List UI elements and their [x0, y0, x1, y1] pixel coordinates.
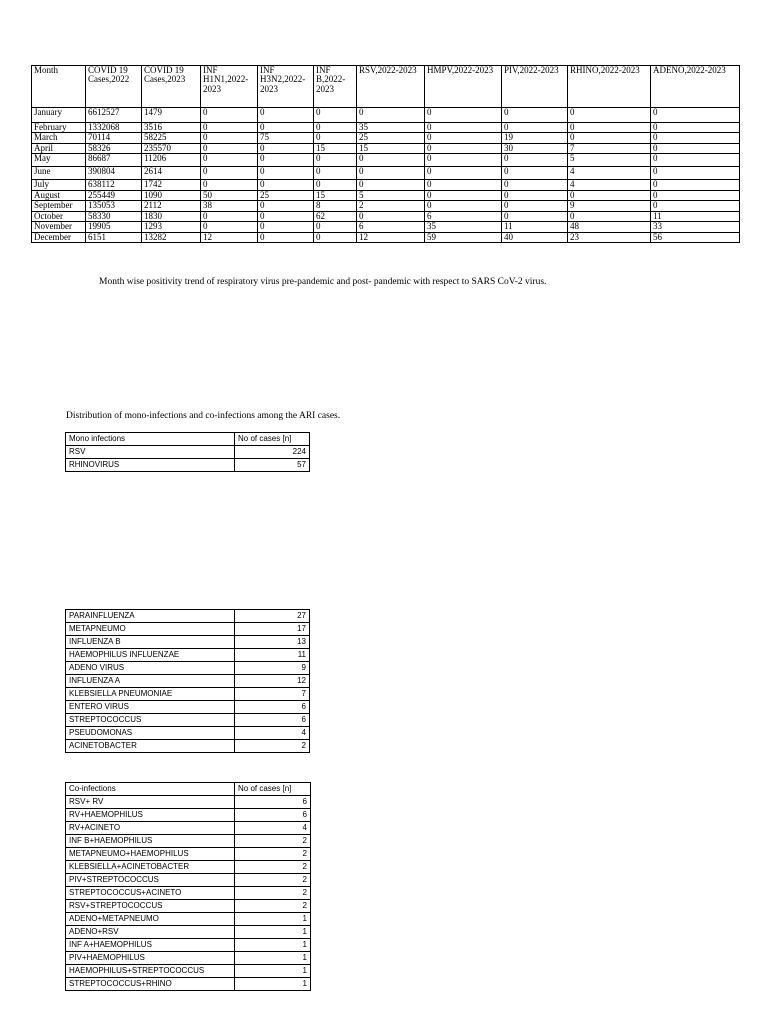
count-cell: 6 — [235, 809, 311, 822]
table-row — [32, 180, 740, 190]
value-cell: 0 — [201, 123, 258, 133]
value-cell: 11 — [502, 222, 568, 232]
table-row — [66, 978, 311, 991]
value-cell: 0 — [568, 190, 651, 200]
count-cell: 1 — [235, 913, 311, 926]
count-cell: 17 — [235, 623, 310, 636]
value-cell: 2614 — [142, 167, 201, 180]
column-header: RHINO,2022-2023 — [568, 66, 651, 108]
value-cell: 48 — [568, 222, 651, 232]
value-cell: 58326 — [86, 143, 142, 153]
count-cell: 9 — [235, 662, 310, 675]
distribution-caption: Distribution of mono-infections and co-infections among the ARI cases. — [66, 411, 341, 421]
value-cell: 1479 — [142, 108, 201, 123]
table-row — [66, 835, 311, 848]
value-cell: 40 — [502, 232, 568, 242]
table-row — [66, 662, 310, 675]
name-cell: STREPTOCOCCUS+RHINO — [66, 978, 235, 991]
table-row — [66, 952, 311, 965]
month-cell: June — [32, 167, 86, 180]
table-row — [66, 727, 310, 740]
value-cell: 56 — [651, 232, 740, 242]
table-row — [32, 232, 740, 242]
count-cell: 4 — [235, 822, 311, 835]
count-cell: 1 — [235, 978, 311, 991]
value-cell: 0 — [425, 108, 502, 123]
value-cell: 0 — [425, 180, 502, 190]
value-cell: 0 — [258, 180, 314, 190]
value-cell: 50 — [201, 190, 258, 200]
table-row — [66, 446, 310, 459]
value-cell: 0 — [651, 201, 740, 211]
table-row — [32, 108, 740, 123]
monthly-header-row — [32, 66, 740, 108]
count-cell: 4 — [235, 727, 310, 740]
count-cell: 224 — [235, 446, 310, 459]
header-row — [66, 433, 310, 446]
month-cell: February — [32, 123, 86, 133]
value-cell: 0 — [568, 108, 651, 123]
value-cell: 0 — [357, 154, 425, 167]
name-cell: INF B+HAEMOPHILUS — [66, 835, 235, 848]
column-header: ADENO,2022-2023 — [651, 66, 740, 108]
value-cell: 86687 — [86, 154, 142, 167]
coinfection-table-body — [66, 783, 311, 991]
value-cell: 638112 — [86, 180, 142, 190]
count-cell: 2 — [235, 900, 311, 913]
value-cell: 0 — [258, 123, 314, 133]
table-row — [66, 965, 311, 978]
value-cell: 6 — [425, 211, 502, 221]
name-cell: PIV+HAEMOPHILUS — [66, 952, 235, 965]
name-cell: RHINOVIRUS — [66, 459, 235, 472]
value-cell: 0 — [651, 143, 740, 153]
table-row — [66, 900, 311, 913]
value-cell: 58330 — [86, 211, 142, 221]
count-cell: 1 — [235, 952, 311, 965]
name-cell: HAEMOPHILUS INFLUENZAE — [66, 649, 235, 662]
count-cell: 2 — [235, 848, 311, 861]
count-cell: 12 — [235, 675, 310, 688]
value-cell: 6612527 — [86, 108, 142, 123]
value-cell: 8 — [314, 201, 357, 211]
value-cell: 0 — [357, 180, 425, 190]
value-cell: 4 — [568, 180, 651, 190]
value-cell: 2112 — [142, 201, 201, 211]
value-cell: 4 — [568, 167, 651, 180]
value-cell: 3516 — [142, 123, 201, 133]
value-cell: 0 — [502, 201, 568, 211]
count-cell: 6 — [235, 796, 311, 809]
column-header: Mono infections — [66, 433, 235, 446]
name-cell: PSEUDOMONAS — [66, 727, 235, 740]
count-cell: 1 — [235, 939, 311, 952]
value-cell: 1332068 — [86, 123, 142, 133]
value-cell: 25 — [258, 190, 314, 200]
value-cell: 0 — [258, 222, 314, 232]
value-cell: 0 — [201, 143, 258, 153]
value-cell: 0 — [502, 154, 568, 167]
value-cell: 0 — [425, 133, 502, 143]
value-cell: 11 — [651, 211, 740, 221]
count-cell: 1 — [235, 965, 311, 978]
value-cell: 0 — [201, 211, 258, 221]
table-row — [66, 887, 311, 900]
table-row — [32, 167, 740, 180]
value-cell: 0 — [314, 167, 357, 180]
mono-infections-table — [65, 432, 310, 472]
table-row — [66, 848, 311, 861]
value-cell: 0 — [357, 211, 425, 221]
value-cell: 135053 — [86, 201, 142, 211]
value-cell: 2 — [357, 201, 425, 211]
name-cell: METAPNEUMO+HAEMOPHILUS — [66, 848, 235, 861]
value-cell: 0 — [201, 222, 258, 232]
value-cell: 1830 — [142, 211, 201, 221]
column-header: No of cases [n] — [235, 783, 311, 796]
value-cell: 38 — [201, 201, 258, 211]
value-cell: 0 — [502, 190, 568, 200]
name-cell: INFLUENZA A — [66, 675, 235, 688]
name-cell: ADENO+RSV — [66, 926, 235, 939]
value-cell: 0 — [357, 108, 425, 123]
value-cell: 9 — [568, 201, 651, 211]
monthly-table-body — [32, 66, 740, 243]
column-header: No of cases [n] — [235, 433, 310, 446]
count-cell: 11 — [235, 649, 310, 662]
count-cell: 2 — [235, 887, 311, 900]
count-cell: 6 — [235, 714, 310, 727]
value-cell: 15 — [314, 190, 357, 200]
value-cell: 0 — [651, 108, 740, 123]
name-cell: INFLUENZA B — [66, 636, 235, 649]
count-cell: 13 — [235, 636, 310, 649]
table-row — [66, 459, 310, 472]
value-cell: 75 — [258, 133, 314, 143]
column-header: INF H3N2,2022-2023 — [258, 66, 314, 108]
value-cell: 0 — [651, 123, 740, 133]
value-cell: 0 — [357, 167, 425, 180]
month-cell: September — [32, 201, 86, 211]
value-cell: 62 — [314, 211, 357, 221]
table-row — [66, 675, 310, 688]
count-cell: 2 — [235, 835, 311, 848]
value-cell: 0 — [201, 167, 258, 180]
value-cell: 1090 — [142, 190, 201, 200]
name-cell: PIV+STREPTOCOCCUS — [66, 874, 235, 887]
table-row — [32, 123, 740, 133]
value-cell: 6 — [357, 222, 425, 232]
table-row — [32, 201, 740, 211]
table-row — [66, 688, 310, 701]
value-cell: 0 — [314, 154, 357, 167]
column-header: INF B,2022-2023 — [314, 66, 357, 108]
table-row — [66, 926, 311, 939]
value-cell: 0 — [568, 211, 651, 221]
monthly-positivity-table — [31, 65, 740, 243]
count-cell: 6 — [235, 701, 310, 714]
value-cell: 70114 — [86, 133, 142, 143]
table-row — [66, 610, 310, 623]
column-header: Month — [32, 66, 86, 108]
value-cell: 0 — [425, 154, 502, 167]
name-cell: INF A+HAEMOPHILUS — [66, 939, 235, 952]
pathogen-counts-table — [65, 609, 310, 753]
value-cell: 15 — [314, 143, 357, 153]
value-cell: 0 — [568, 123, 651, 133]
value-cell: 0 — [425, 167, 502, 180]
value-cell: 0 — [258, 154, 314, 167]
table-row — [66, 874, 311, 887]
name-cell: RSV+ RV — [66, 796, 235, 809]
column-header: INF H1N1,2022-2023 — [201, 66, 258, 108]
count-cell: 1 — [235, 926, 311, 939]
value-cell: 0 — [502, 123, 568, 133]
count-cell: 2 — [235, 740, 310, 753]
column-header: RSV,2022-2023 — [357, 66, 425, 108]
table-row — [66, 701, 310, 714]
value-cell: 0 — [201, 108, 258, 123]
value-cell: 1742 — [142, 180, 201, 190]
name-cell: ADENO VIRUS — [66, 662, 235, 675]
name-cell: RV+HAEMOPHILUS — [66, 809, 235, 822]
table-row — [66, 939, 311, 952]
value-cell: 0 — [568, 133, 651, 143]
value-cell: 25 — [357, 133, 425, 143]
name-cell: STREPTOCOCCUS — [66, 714, 235, 727]
column-header: PIV,2022-2023 — [502, 66, 568, 108]
table-row — [32, 222, 740, 232]
month-cell: October — [32, 211, 86, 221]
value-cell: 0 — [258, 167, 314, 180]
value-cell: 0 — [201, 180, 258, 190]
table-row — [32, 133, 740, 143]
table-row — [32, 154, 740, 167]
name-cell: KLEBSIELLA+ACINETOBACTER — [66, 861, 235, 874]
value-cell: 0 — [651, 190, 740, 200]
value-cell: 390804 — [86, 167, 142, 180]
column-header: HMPV,2022-2023 — [425, 66, 502, 108]
table-row — [66, 714, 310, 727]
value-cell: 59 — [425, 232, 502, 242]
column-header: COVID 19 Cases,2023 — [142, 66, 201, 108]
value-cell: 0 — [314, 232, 357, 242]
table-row — [66, 740, 310, 753]
name-cell: RSV+STREPTOCOCCUS — [66, 900, 235, 913]
value-cell: 0 — [314, 222, 357, 232]
value-cell: 15 — [357, 143, 425, 153]
value-cell: 19905 — [86, 222, 142, 232]
value-cell: 33 — [651, 222, 740, 232]
value-cell: 0 — [651, 133, 740, 143]
mono-table-body — [66, 433, 310, 472]
table-row — [66, 913, 311, 926]
month-cell: May — [32, 154, 86, 167]
value-cell: 12 — [201, 232, 258, 242]
value-cell: 0 — [651, 180, 740, 190]
table-row — [32, 143, 740, 153]
value-cell: 0 — [502, 167, 568, 180]
column-header: Co-infections — [66, 783, 235, 796]
month-cell: January — [32, 108, 86, 123]
value-cell: 6151 — [86, 232, 142, 242]
value-cell: 0 — [314, 133, 357, 143]
value-cell: 0 — [258, 108, 314, 123]
name-cell: RV+ACINETO — [66, 822, 235, 835]
table-row — [66, 623, 310, 636]
monthly-table-caption: Month wise positivity trend of respiratory virus pre-pandemic and post- pandemic with respect to SARS CoV-2 virus. — [99, 277, 547, 287]
value-cell: 0 — [258, 201, 314, 211]
value-cell: 0 — [258, 143, 314, 153]
value-cell: 1293 — [142, 222, 201, 232]
value-cell: 0 — [502, 211, 568, 221]
value-cell: 19 — [502, 133, 568, 143]
value-cell: 23 — [568, 232, 651, 242]
value-cell: 12 — [357, 232, 425, 242]
value-cell: 255449 — [86, 190, 142, 200]
value-cell: 0 — [314, 123, 357, 133]
name-cell: ENTERO VIRUS — [66, 701, 235, 714]
value-cell: 7 — [568, 143, 651, 153]
value-cell: 0 — [314, 108, 357, 123]
month-cell: April — [32, 143, 86, 153]
value-cell: 0 — [201, 154, 258, 167]
count-cell: 27 — [235, 610, 310, 623]
value-cell: 0 — [258, 211, 314, 221]
value-cell: 0 — [258, 232, 314, 242]
value-cell: 0 — [502, 180, 568, 190]
value-cell: 5 — [568, 154, 651, 167]
table-row — [66, 822, 311, 835]
coinfections-table — [65, 782, 311, 991]
value-cell: 0 — [425, 143, 502, 153]
name-cell: HAEMOPHILUS+STREPTOCOCCUS — [66, 965, 235, 978]
name-cell: METAPNEUMO — [66, 623, 235, 636]
value-cell: 0 — [651, 167, 740, 180]
table-row — [66, 861, 311, 874]
value-cell: 0 — [425, 190, 502, 200]
month-cell: August — [32, 190, 86, 200]
month-cell: December — [32, 232, 86, 242]
value-cell: 35 — [425, 222, 502, 232]
value-cell: 35 — [357, 123, 425, 133]
name-cell: KLEBSIELLA PNEUMONIAE — [66, 688, 235, 701]
table-row — [32, 211, 740, 221]
table-row — [66, 796, 311, 809]
value-cell: 235570 — [142, 143, 201, 153]
value-cell: 0 — [314, 180, 357, 190]
count-cell: 7 — [235, 688, 310, 701]
value-cell: 13282 — [142, 232, 201, 242]
value-cell: 11206 — [142, 154, 201, 167]
name-cell: ADENO+METAPNEUMO — [66, 913, 235, 926]
pathogen-table-body — [66, 610, 310, 753]
value-cell: 0 — [425, 201, 502, 211]
value-cell: 0 — [651, 154, 740, 167]
name-cell: ACINETOBACTER — [66, 740, 235, 753]
month-cell: July — [32, 180, 86, 190]
value-cell: 0 — [201, 133, 258, 143]
table-row — [32, 190, 740, 200]
header-row — [66, 783, 311, 796]
value-cell: 0 — [425, 123, 502, 133]
name-cell: STREPTOCOCCUS+ACINETO — [66, 887, 235, 900]
month-cell: November — [32, 222, 86, 232]
name-cell: PARAINFLUENZA — [66, 610, 235, 623]
count-cell: 2 — [235, 861, 311, 874]
value-cell: 0 — [502, 108, 568, 123]
name-cell: RSV — [66, 446, 235, 459]
table-row — [66, 809, 311, 822]
count-cell: 2 — [235, 874, 311, 887]
value-cell: 30 — [502, 143, 568, 153]
month-cell: March — [32, 133, 86, 143]
value-cell: 58225 — [142, 133, 201, 143]
count-cell: 57 — [235, 459, 310, 472]
value-cell: 5 — [357, 190, 425, 200]
table-row — [66, 649, 310, 662]
table-row — [66, 636, 310, 649]
column-header: COVID 19 Cases,2022 — [86, 66, 142, 108]
